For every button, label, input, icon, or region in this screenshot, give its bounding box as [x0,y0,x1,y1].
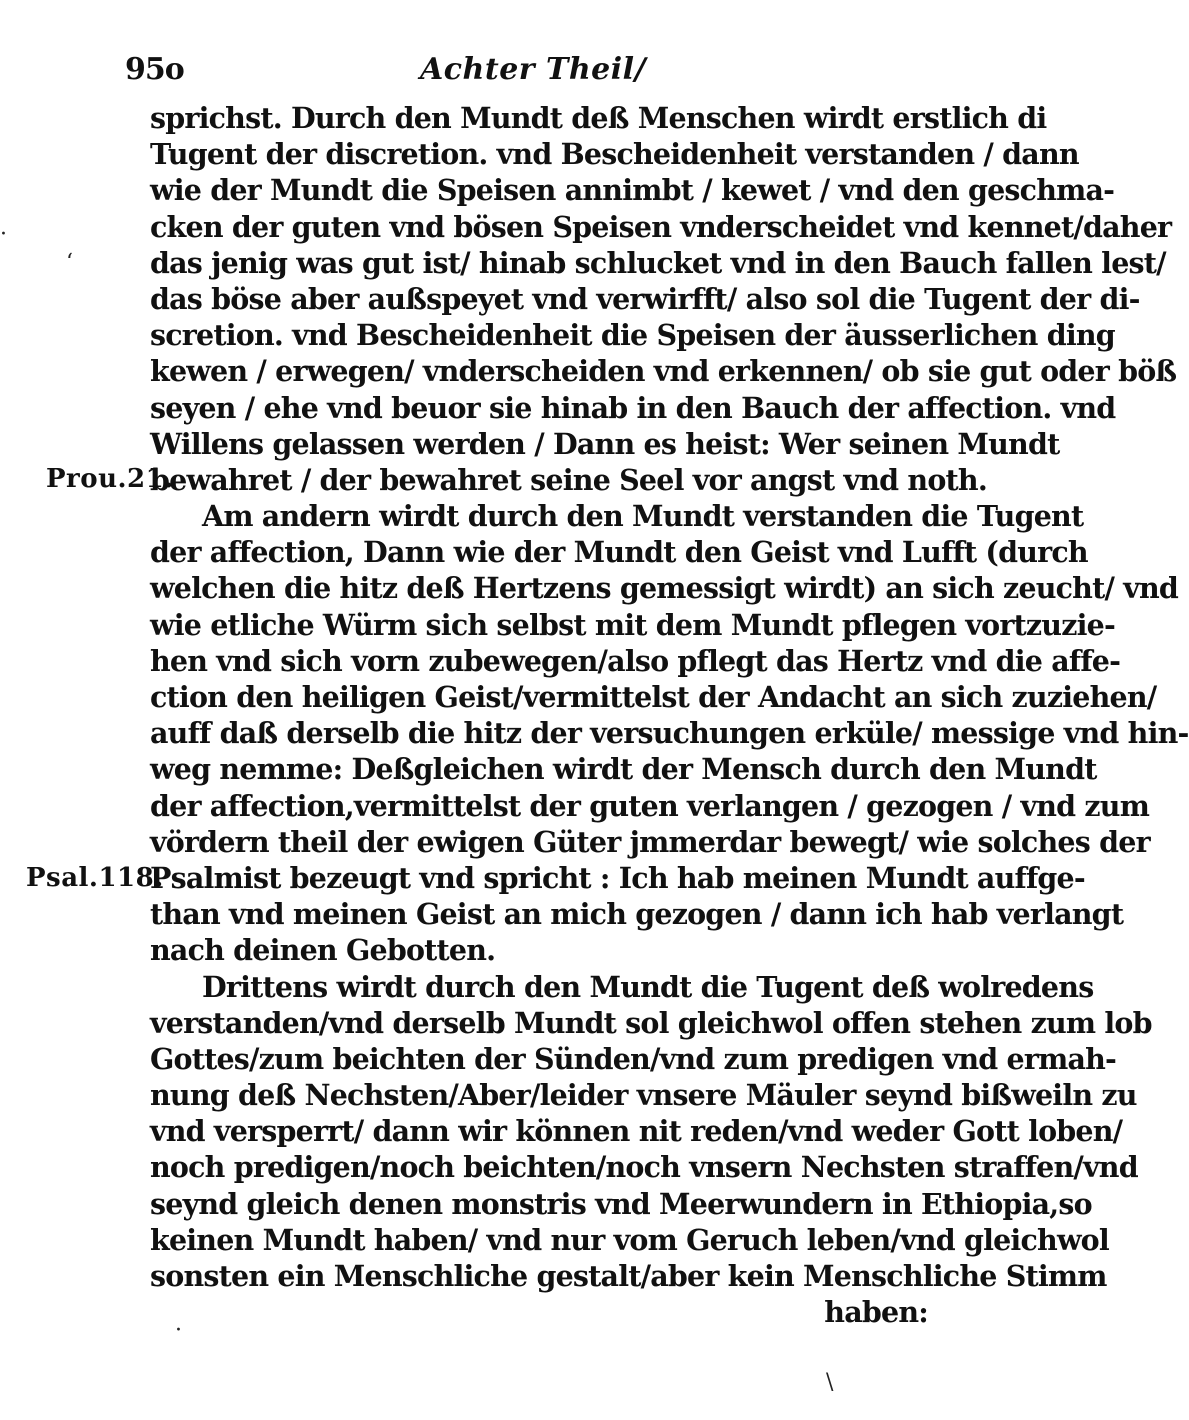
catchword-line: haben: [824,1295,928,1330]
stray-ink-mark: ‘ [66,250,73,275]
text-line: nung deß Nechsten/Aber/leider vnsere Mäuler seynd bißweiln zu [150,1078,1137,1113]
paragraph-start-line: Am andern wirdt durch den Mundt verstanden die Tugent [202,499,1084,534]
text-line: seyen / ehe vnd beuor sie hinab in den Bauch der affection. vnd [150,390,1116,425]
text-line: hen vnd sich vorn zubewegen/also pflegt das Hertz vnd die affe- [150,643,1121,678]
text-line: der affection,vermittelst der guten verlangen / gezogen / vnd zum [150,788,1150,823]
text-line: Gottes/zum beichten der Sünden/vnd zum predigen vnd ermah- [150,1041,1117,1076]
text-line: than vnd meinen Geist an mich gezogen / dann ich hab verlangt [150,897,1124,932]
stray-ink-mark: \ [826,1370,834,1395]
text-line: ction den heiligen Geist/vermittelst der Andacht an sich zuziehen/ [150,680,1157,714]
text-line: der affection, Dann wie der Mundt den Geist vnd Lufft (durch [150,535,1088,570]
text-line: das böse aber außspeyet vnd verwirfft/ also sol die Tugent der di- [150,281,1140,316]
stray-ink-mark: · [175,1318,182,1343]
text-line: noch predigen/noch beichten/noch vnsern Nechsten straffen/vnd [150,1150,1138,1185]
text-line: welchen die hitz deß Hertzens gemessigt wirdt) an sich zeucht/ vnd [150,571,1179,606]
text-line: auff daß derselb die hitz der versuchungen erküle/ messige vnd hin- [150,716,1189,751]
page-number: 95o [125,52,184,87]
text-line: kewen / erwegen/ vnderscheiden vnd erkennen/ ob sie gut oder böß [150,354,1177,389]
running-head: Achter Theil/ [420,52,647,87]
stray-ink-mark: · [0,222,7,247]
text-line: das jenig was gut ist/ hinab schlucket vnd in den Bauch fallen lest/ [150,245,1166,280]
text-line: weg nemme: Deßgleichen wirdt der Mensch durch den Mundt [150,752,1097,787]
text-line: sonsten ein Menschliche gestalt/aber kein Menschliche Stimm [150,1259,1107,1293]
text-line: Psalmist bezeugt vnd spricht : Ich hab meinen Mundt auffge- [150,860,1085,895]
text-line: verstanden/vnd derselb Mundt sol gleichwol offen stehen zum lob [150,1005,1152,1040]
text-line: wie der Mundt die Speisen annimbt / kewet / vnd den geschma- [150,173,1115,208]
text-line: vnd versperrt/ dann wir können nit reden/vnd weder Gott loben/ [150,1114,1123,1149]
text-line: Tugent der discretion. vnd Bescheidenheit verstanden / dann [150,137,1079,172]
text-line: scretion. vnd Bescheidenheit die Speisen der äusserlichen ding [150,318,1115,353]
text-line: nach deinen Gebotten. [150,933,496,968]
margin-note-proverbs: Prou.21. [46,464,174,494]
text-line: keinen Mundt haben/ vnd nur vom Geruch leben/vnd gleichwol [150,1222,1109,1257]
text-line: Willens gelassen werden / Dann es heist: Wer seinen Mundt [150,426,1060,461]
text-line: wie etliche Würm sich selbst mit dem Mundt pflegen vortzuzie- [150,607,1115,642]
text-line: sprichst. Durch den Mundt deß Menschen wirdt erstlich di [150,101,1047,135]
text-line: vördern theil der ewigen Güter jmmerdar bewegt/ wie solches der [150,824,1150,859]
text-line: seynd gleich denen monstris vnd Meerwundern in Ethiopia,so [150,1186,1092,1221]
paragraph-start-line: Drittens wirdt durch den Mundt die Tugent deß wolredens [202,969,1094,1004]
margin-note-psalm: Psal.118. [26,863,164,893]
body-text [150,100,1189,1330]
text-line: bewahret / der bewahret seine Seel vor angst vnd noth. [150,462,987,497]
page-header [125,52,905,92]
text-line: cken der guten vnd bösen Speisen vnderscheidet vnd kennet/daher [150,209,1172,244]
